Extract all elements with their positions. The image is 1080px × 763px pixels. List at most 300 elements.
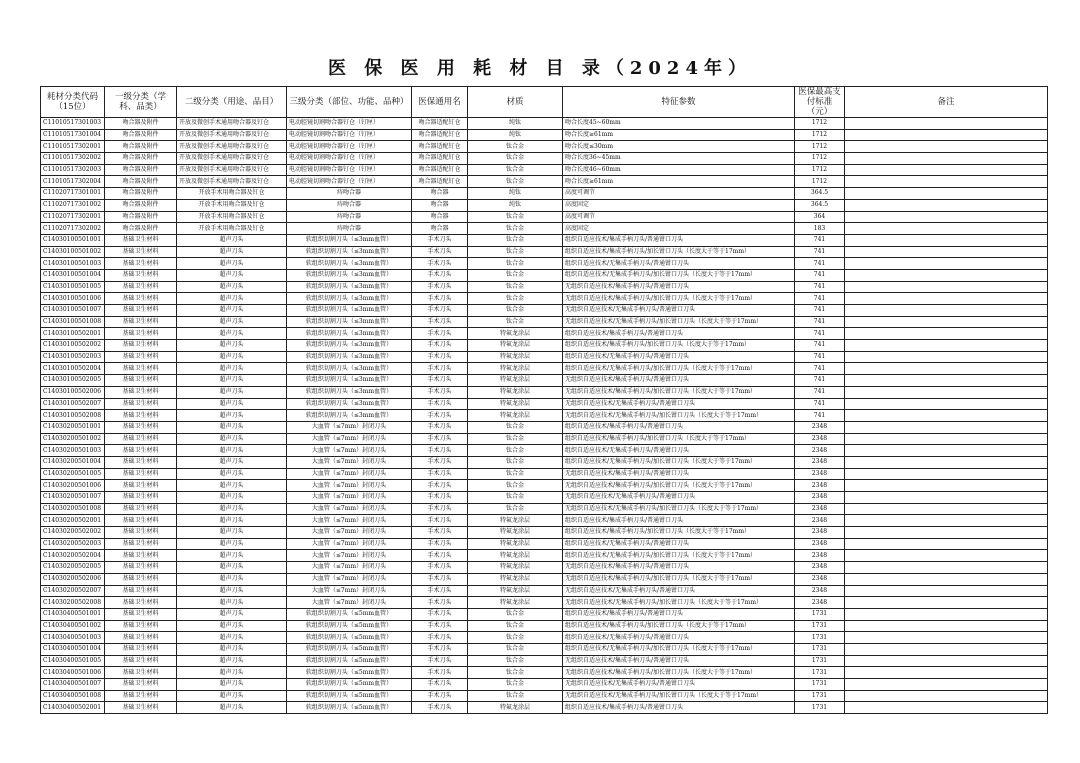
header-level1: 一级分类（学科、品类） — [105, 87, 177, 118]
level3-cell: 软组织切割刀头（≤3mm血管） — [287, 316, 412, 328]
level2-cell: 开放手术用吻合器及钉仓 — [177, 223, 287, 235]
material-cell: 特氟龙涂层 — [468, 585, 563, 597]
remark-cell — [845, 480, 1048, 492]
remark-cell — [845, 445, 1048, 457]
material-cell: 钛合金 — [468, 445, 563, 457]
table-row — [41, 188, 1048, 200]
price-cell: 1731 — [795, 632, 845, 644]
remark-cell — [845, 398, 1048, 410]
level2-cell: 超声刀头 — [177, 445, 287, 457]
features-cell: 无组织自适应技术/集成手柄刀头/普通钳口刀头 — [563, 375, 795, 387]
level2-cell: 超声刀头 — [177, 608, 287, 620]
code-cell: C14030200501005 — [41, 468, 105, 480]
header-price: 医保最高支付标准（元） — [795, 87, 845, 118]
level2-cell: 超声刀头 — [177, 293, 287, 305]
features-cell: 吻合长度36~45mm — [563, 153, 795, 165]
header-remark: 备注 — [845, 87, 1048, 118]
header-features: 特征参数 — [563, 87, 795, 118]
table-row — [41, 433, 1048, 445]
code-cell: C14030200501008 — [41, 503, 105, 515]
material-cell: 特氟龙涂层 — [468, 515, 563, 527]
material-cell: 钛合金 — [468, 643, 563, 655]
catalog-table — [40, 86, 1048, 714]
price-cell: 2348 — [795, 445, 845, 457]
material-cell: 特氟龙涂层 — [468, 550, 563, 562]
features-cell: 无组织自适应技术/集成手柄刀头/加长钳口刀头（长度大于等于17mm） — [563, 573, 795, 585]
price-cell: 2348 — [795, 527, 845, 539]
level3-cell: 大血管（≤7mm）封闭刀头 — [287, 456, 412, 468]
level3-cell: 软组织切割刀头（≤3mm血管） — [287, 375, 412, 387]
price-cell: 2348 — [795, 597, 845, 609]
table-row — [41, 398, 1048, 410]
level1-cell: 基础卫生材料 — [105, 468, 177, 480]
generic-name-cell: 手术刀头 — [412, 608, 468, 620]
table-row — [41, 316, 1048, 328]
level2-cell: 超声刀头 — [177, 643, 287, 655]
code-cell: C14030200501001 — [41, 421, 105, 433]
material-cell: 钛合金 — [468, 433, 563, 445]
material-cell: 钛合金 — [468, 176, 563, 188]
remark-cell — [845, 503, 1048, 515]
level3-cell: 大血管（≤7mm）封闭刀头 — [287, 573, 412, 585]
code-cell: C14030100501002 — [41, 246, 105, 258]
generic-name-cell: 手术刀头 — [412, 445, 468, 457]
level1-cell: 基础卫生材料 — [105, 375, 177, 387]
table-row — [41, 410, 1048, 422]
table-row — [41, 655, 1048, 667]
code-cell: C11020717302002 — [41, 223, 105, 235]
material-cell: 钛合金 — [468, 211, 563, 223]
remark-cell — [845, 492, 1048, 504]
features-cell: 组织自适应技术/集成手柄刀头/普通钳口刀头 — [563, 234, 795, 246]
remark-cell — [845, 620, 1048, 632]
remark-cell — [845, 176, 1048, 188]
level2-cell: 超声刀头 — [177, 410, 287, 422]
generic-name-cell: 吻合器适配钉仓 — [412, 176, 468, 188]
table-row — [41, 305, 1048, 317]
level2-cell: 超声刀头 — [177, 679, 287, 691]
remark-cell — [845, 632, 1048, 644]
price-cell: 741 — [795, 351, 845, 363]
features-cell: 组织自适应技术/集成手柄刀头/加长钳口刀头（长度大于等于17mm） — [563, 246, 795, 258]
material-cell: 钛合金 — [468, 503, 563, 515]
price-cell: 741 — [795, 305, 845, 317]
remark-cell — [845, 164, 1048, 176]
features-cell: 组织自适应技术/无集成手柄刀头/普通钳口刀头 — [563, 258, 795, 270]
level1-cell: 基础卫生材料 — [105, 573, 177, 585]
features-cell: 组织自适应技术/无集成手柄刀头/加长钳口刀头（长度大于等于17mm） — [563, 643, 795, 655]
table-row — [41, 328, 1048, 340]
level1-cell: 基础卫生材料 — [105, 316, 177, 328]
level1-cell: 基础卫生材料 — [105, 550, 177, 562]
code-cell: C11010517302001 — [41, 141, 105, 153]
table-header-row — [41, 87, 1048, 118]
code-cell: C14030200502001 — [41, 515, 105, 527]
table-row — [41, 234, 1048, 246]
code-cell: C11020717301001 — [41, 188, 105, 200]
features-cell: 无组织自适应技术/无集成手柄刀头/普通钳口刀头 — [563, 492, 795, 504]
table-row — [41, 585, 1048, 597]
price-cell: 1731 — [795, 643, 845, 655]
price-cell: 2348 — [795, 480, 845, 492]
level1-cell: 吻合器及附件 — [105, 176, 177, 188]
material-cell: 钛合金 — [468, 234, 563, 246]
level2-cell: 开放手术用吻合器及钉仓 — [177, 188, 287, 200]
level1-cell: 吻合器及附件 — [105, 211, 177, 223]
generic-name-cell: 手术刀头 — [412, 433, 468, 445]
generic-name-cell: 吻合器 — [412, 211, 468, 223]
price-cell: 741 — [795, 316, 845, 328]
table-row — [41, 562, 1048, 574]
level1-cell: 基础卫生材料 — [105, 351, 177, 363]
code-cell: C14030200502007 — [41, 585, 105, 597]
features-cell: 无组织自适应技术/集成手柄刀头/加长钳口刀头（长度大于等于17mm） — [563, 386, 795, 398]
features-cell: 无组织自适应技术/集成手柄刀头/加长钳口刀头（长度大于等于17mm） — [563, 667, 795, 679]
level1-cell: 基础卫生材料 — [105, 503, 177, 515]
table-row — [41, 468, 1048, 480]
generic-name-cell: 吻合器适配钉仓 — [412, 164, 468, 176]
code-cell: C14030200501002 — [41, 433, 105, 445]
generic-name-cell: 手术刀头 — [412, 573, 468, 585]
features-cell: 组织自适应技术/无集成手柄刀头/普通钳口刀头 — [563, 632, 795, 644]
code-cell: C14030200502005 — [41, 562, 105, 574]
material-cell: 钛合金 — [468, 164, 563, 176]
level3-cell: 软组织切割刀头（≤5mm血管） — [287, 667, 412, 679]
table-row — [41, 281, 1048, 293]
features-cell: 无组织自适应技术/无集成手柄刀头/普通钳口刀头 — [563, 679, 795, 691]
remark-cell — [845, 643, 1048, 655]
generic-name-cell: 手术刀头 — [412, 585, 468, 597]
generic-name-cell: 手术刀头 — [412, 550, 468, 562]
level3-cell: 软组织切割刀头（≤5mm血管） — [287, 690, 412, 702]
level3-cell: 大血管（≤7mm）封闭刀头 — [287, 538, 412, 550]
material-cell: 特氟龙涂层 — [468, 375, 563, 387]
level1-cell: 基础卫生材料 — [105, 515, 177, 527]
price-cell: 1731 — [795, 667, 845, 679]
remark-cell — [845, 363, 1048, 375]
level1-cell: 基础卫生材料 — [105, 620, 177, 632]
level1-cell: 吻合器及附件 — [105, 199, 177, 211]
level3-cell: 大血管（≤7mm）封闭刀头 — [287, 585, 412, 597]
features-cell: 无组织自适应技术/无集成手柄刀头/加长钳口刀头（长度大于等于17mm） — [563, 597, 795, 609]
price-cell: 2348 — [795, 456, 845, 468]
level2-cell: 超声刀头 — [177, 667, 287, 679]
remark-cell — [845, 679, 1048, 691]
level2-cell: 开放及微创手术通用吻合器及钉仓 — [177, 176, 287, 188]
material-cell: 钛合金 — [468, 293, 563, 305]
generic-name-cell: 手术刀头 — [412, 340, 468, 352]
level1-cell: 基础卫生材料 — [105, 538, 177, 550]
material-cell: 特氟龙涂层 — [468, 410, 563, 422]
generic-name-cell: 手术刀头 — [412, 503, 468, 515]
price-cell: 741 — [795, 386, 845, 398]
generic-name-cell: 手术刀头 — [412, 316, 468, 328]
features-cell: 无组织自适应技术/集成手柄刀头/加长钳口刀头（长度大于等于17mm） — [563, 293, 795, 305]
price-cell: 741 — [795, 269, 845, 281]
remark-cell — [845, 316, 1048, 328]
price-cell: 1712 — [795, 164, 845, 176]
code-cell: C14030100501008 — [41, 316, 105, 328]
table-row — [41, 620, 1048, 632]
level2-cell: 超声刀头 — [177, 503, 287, 515]
material-cell: 特氟龙涂层 — [468, 386, 563, 398]
material-cell: 钛合金 — [468, 281, 563, 293]
level1-cell: 基础卫生材料 — [105, 597, 177, 609]
level1-cell: 基础卫生材料 — [105, 527, 177, 539]
level3-cell: 电动腔镜切割吻合器钉仓（钉匣） — [287, 129, 412, 141]
level3-cell: 大血管（≤7mm）封闭刀头 — [287, 433, 412, 445]
code-cell: C11010517302003 — [41, 164, 105, 176]
features-cell: 组织自适应技术/集成手柄刀头/普通钳口刀头 — [563, 328, 795, 340]
remark-cell — [845, 433, 1048, 445]
table-row — [41, 223, 1048, 235]
remark-cell — [845, 141, 1048, 153]
level2-cell: 超声刀头 — [177, 269, 287, 281]
table-row — [41, 351, 1048, 363]
price-cell: 364 — [795, 211, 845, 223]
level2-cell: 开放及微创手术通用吻合器及钉仓 — [177, 164, 287, 176]
material-cell: 特氟龙涂层 — [468, 562, 563, 574]
code-cell: C11020717301002 — [41, 199, 105, 211]
price-cell: 364.5 — [795, 188, 845, 200]
level2-cell: 开放及微创手术通用吻合器及钉仓 — [177, 141, 287, 153]
level2-cell: 开放及微创手术通用吻合器及钉仓 — [177, 153, 287, 165]
level1-cell: 基础卫生材料 — [105, 340, 177, 352]
table-row — [41, 456, 1048, 468]
material-cell: 纯钛 — [468, 199, 563, 211]
generic-name-cell: 吻合器 — [412, 188, 468, 200]
level3-cell: 软组织切割刀头（≤5mm血管） — [287, 702, 412, 714]
level1-cell: 基础卫生材料 — [105, 258, 177, 270]
level3-cell: 软组织切割刀头（≤3mm血管） — [287, 258, 412, 270]
material-cell: 纯钛 — [468, 129, 563, 141]
generic-name-cell: 手术刀头 — [412, 597, 468, 609]
level3-cell: 软组织切割刀头（≤3mm血管） — [287, 340, 412, 352]
features-cell: 组织自适应技术/无集成手柄刀头/加长钳口刀头（长度大于等于17mm） — [563, 550, 795, 562]
remark-cell — [845, 527, 1048, 539]
material-cell: 钛合金 — [468, 223, 563, 235]
remark-cell — [845, 118, 1048, 130]
remark-cell — [845, 188, 1048, 200]
price-cell: 1731 — [795, 679, 845, 691]
price-cell: 364.5 — [795, 199, 845, 211]
level1-cell: 基础卫生材料 — [105, 293, 177, 305]
features-cell: 无组织自适应技术/无集成手柄刀头/加长钳口刀头（长度大于等于17mm） — [563, 316, 795, 328]
table-row — [41, 199, 1048, 211]
price-cell: 2348 — [795, 515, 845, 527]
level3-cell: 软组织切割刀头（≤5mm血管） — [287, 679, 412, 691]
level2-cell: 超声刀头 — [177, 433, 287, 445]
level3-cell: 大血管（≤7mm）封闭刀头 — [287, 480, 412, 492]
level1-cell: 基础卫生材料 — [105, 421, 177, 433]
remark-cell — [845, 305, 1048, 317]
level1-cell: 吻合器及附件 — [105, 223, 177, 235]
level3-cell: 软组织切割刀头（≤3mm血管） — [287, 246, 412, 258]
table-row — [41, 386, 1048, 398]
features-cell: 无组织自适应技术/无集成手柄刀头/加长钳口刀头（长度大于等于17mm） — [563, 503, 795, 515]
features-cell: 高度可调节 — [563, 188, 795, 200]
level3-cell: 痔吻合器 — [287, 188, 412, 200]
material-cell: 特氟龙涂层 — [468, 398, 563, 410]
level2-cell: 超声刀头 — [177, 398, 287, 410]
level3-cell: 电动腔镜切割吻合器钉仓（钉匣） — [287, 176, 412, 188]
generic-name-cell: 手术刀头 — [412, 410, 468, 422]
table-row — [41, 608, 1048, 620]
features-cell: 吻合长度45~60mm — [563, 118, 795, 130]
level2-cell: 超声刀头 — [177, 468, 287, 480]
table-row — [41, 153, 1048, 165]
remark-cell — [845, 293, 1048, 305]
level2-cell: 超声刀头 — [177, 363, 287, 375]
table-row — [41, 538, 1048, 550]
level1-cell: 基础卫生材料 — [105, 655, 177, 667]
generic-name-cell: 吻合器适配钉仓 — [412, 129, 468, 141]
features-cell: 组织自适应技术/集成手柄刀头/加长钳口刀头（长度大于等于17mm） — [563, 340, 795, 352]
material-cell: 特氟龙涂层 — [468, 527, 563, 539]
remark-cell — [845, 375, 1048, 387]
level1-cell: 基础卫生材料 — [105, 679, 177, 691]
features-cell: 组织自适应技术/集成手柄刀头/加长钳口刀头（长度大于等于17mm） — [563, 620, 795, 632]
level1-cell: 吻合器及附件 — [105, 188, 177, 200]
remark-cell — [845, 129, 1048, 141]
code-cell: C14030100502004 — [41, 363, 105, 375]
level1-cell: 基础卫生材料 — [105, 702, 177, 714]
generic-name-cell: 手术刀头 — [412, 632, 468, 644]
level3-cell: 软组织切割刀头（≤3mm血管） — [287, 328, 412, 340]
level1-cell: 基础卫生材料 — [105, 667, 177, 679]
material-cell: 钛合金 — [468, 620, 563, 632]
code-cell: C14030100501006 — [41, 293, 105, 305]
generic-name-cell: 手术刀头 — [412, 234, 468, 246]
generic-name-cell: 手术刀头 — [412, 328, 468, 340]
document-title: 医 保 医 用 耗 材 目 录（2024年） — [328, 58, 752, 79]
features-cell: 吻合长度≥61mm — [563, 129, 795, 141]
material-cell: 钛合金 — [468, 679, 563, 691]
remark-cell — [845, 246, 1048, 258]
code-cell: C14030100502002 — [41, 340, 105, 352]
level2-cell: 开放及微创手术通用吻合器及钉仓 — [177, 118, 287, 130]
level1-cell: 基础卫生材料 — [105, 410, 177, 422]
material-cell: 钛合金 — [468, 492, 563, 504]
material-cell: 钛合金 — [468, 667, 563, 679]
code-cell: C14030100501005 — [41, 281, 105, 293]
generic-name-cell: 手术刀头 — [412, 538, 468, 550]
table-row — [41, 667, 1048, 679]
generic-name-cell: 手术刀头 — [412, 643, 468, 655]
generic-name-cell: 手术刀头 — [412, 281, 468, 293]
material-cell: 钛合金 — [468, 608, 563, 620]
price-cell: 2348 — [795, 421, 845, 433]
table-row — [41, 503, 1048, 515]
level1-cell: 基础卫生材料 — [105, 433, 177, 445]
table-row — [41, 269, 1048, 281]
generic-name-cell: 吻合器 — [412, 223, 468, 235]
level1-cell: 基础卫生材料 — [105, 492, 177, 504]
code-cell: C14030100502003 — [41, 351, 105, 363]
material-cell: 钛合金 — [468, 421, 563, 433]
code-cell: C14030100502006 — [41, 386, 105, 398]
code-cell: C14030200501007 — [41, 492, 105, 504]
material-cell: 钛合金 — [468, 456, 563, 468]
price-cell: 2348 — [795, 585, 845, 597]
generic-name-cell: 手术刀头 — [412, 421, 468, 433]
table-row — [41, 679, 1048, 691]
price-cell: 2348 — [795, 538, 845, 550]
price-cell: 741 — [795, 410, 845, 422]
material-cell: 钛合金 — [468, 690, 563, 702]
remark-cell — [845, 211, 1048, 223]
level1-cell: 基础卫生材料 — [105, 690, 177, 702]
price-cell: 741 — [795, 328, 845, 340]
remark-cell — [845, 667, 1048, 679]
remark-cell — [845, 258, 1048, 270]
level2-cell: 超声刀头 — [177, 562, 287, 574]
generic-name-cell: 手术刀头 — [412, 305, 468, 317]
level1-cell: 基础卫生材料 — [105, 281, 177, 293]
remark-cell — [845, 281, 1048, 293]
material-cell: 钛合金 — [468, 141, 563, 153]
level1-cell: 吻合器及附件 — [105, 129, 177, 141]
features-cell: 无组织自适应技术/无集成手柄刀头/加长钳口刀头（长度大于等于17mm） — [563, 690, 795, 702]
features-cell: 无组织自适应技术/集成手柄刀头/加长钳口刀头（长度大于等于17mm） — [563, 480, 795, 492]
code-cell: C14030400501003 — [41, 632, 105, 644]
price-cell: 741 — [795, 375, 845, 387]
level3-cell: 软组织切割刀头（≤3mm血管） — [287, 386, 412, 398]
level3-cell: 软组织切割刀头（≤3mm血管） — [287, 234, 412, 246]
level1-cell: 基础卫生材料 — [105, 632, 177, 644]
generic-name-cell: 手术刀头 — [412, 293, 468, 305]
table-row — [41, 258, 1048, 270]
code-cell: C11010517301003 — [41, 118, 105, 130]
level2-cell: 超声刀头 — [177, 421, 287, 433]
remark-cell — [845, 538, 1048, 550]
material-cell: 钛合金 — [468, 258, 563, 270]
material-cell: 特氟龙涂层 — [468, 351, 563, 363]
level1-cell: 基础卫生材料 — [105, 398, 177, 410]
level2-cell: 超声刀头 — [177, 375, 287, 387]
material-cell: 钛合金 — [468, 468, 563, 480]
code-cell: C11010517301004 — [41, 129, 105, 141]
material-cell: 特氟龙涂层 — [468, 573, 563, 585]
level1-cell: 基础卫生材料 — [105, 608, 177, 620]
level2-cell: 超声刀头 — [177, 480, 287, 492]
code-cell: C14030400501004 — [41, 643, 105, 655]
features-cell: 无组织自适应技术/集成手柄刀头/普通钳口刀头 — [563, 468, 795, 480]
generic-name-cell: 手术刀头 — [412, 375, 468, 387]
level3-cell: 大血管（≤7mm）封闭刀头 — [287, 421, 412, 433]
price-cell: 741 — [795, 234, 845, 246]
features-cell: 组织自适应技术/无集成手柄刀头/普通钳口刀头 — [563, 351, 795, 363]
header-level3: 三级分类（部位、功能、品种） — [287, 87, 412, 118]
level2-cell: 超声刀头 — [177, 492, 287, 504]
table-row — [41, 515, 1048, 527]
table-row — [41, 340, 1048, 352]
level3-cell: 软组织切割刀头（≤3mm血管） — [287, 351, 412, 363]
level1-cell: 基础卫生材料 — [105, 445, 177, 457]
remark-cell — [845, 153, 1048, 165]
price-cell: 1712 — [795, 141, 845, 153]
code-cell: C14030100501001 — [41, 234, 105, 246]
level3-cell: 软组织切割刀头（≤3mm血管） — [287, 293, 412, 305]
features-cell: 组织自适应技术/无集成手柄刀头/加长钳口刀头（长度大于等于17mm） — [563, 269, 795, 281]
price-cell: 1712 — [795, 118, 845, 130]
level2-cell: 超声刀头 — [177, 655, 287, 667]
table-row — [41, 690, 1048, 702]
price-cell: 1731 — [795, 690, 845, 702]
table-row — [41, 492, 1048, 504]
level2-cell: 超声刀头 — [177, 573, 287, 585]
material-cell: 纯钛 — [468, 118, 563, 130]
